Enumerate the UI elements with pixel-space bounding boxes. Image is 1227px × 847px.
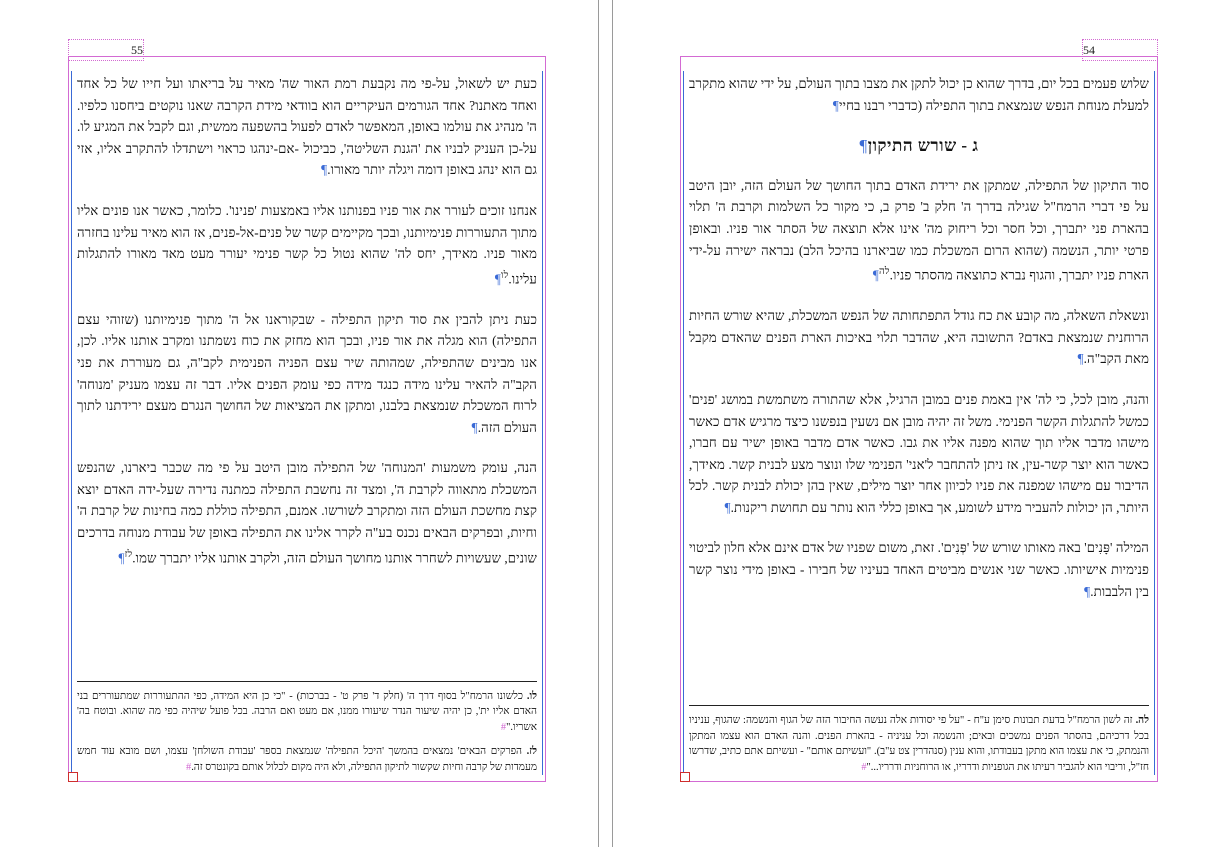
paragraph [689,305,1149,370]
section-heading-text: ג - שורש התיקון [867,136,979,156]
footnote-number: לו. [526,690,537,702]
pilcrow-mark: ¶ [471,419,478,435]
paragraph-text: אנחנו זוכים לעורר את אור פניו בפנותנו אליו באמצעות 'פנינו'. כלומר, כאשר אנו פונים אליו מתוך התעוררות פנימיותנו, ובכך מקיימים קשר של פנים-אל-פנים, אז הוא מאיר עלינו בחזרה מאור פניו. מאידך, יחס לה' שהוא נטול כל קשר פנימי יעורר מעט מאד מאורו להתגלות עלינו. [77,202,537,287]
folio-number: 55 [131,42,143,57]
paragraph-text: ונשאלת השאלה, מה קובע את כח גודל התפתחותה של הנפש המשכלת, שהיא שורש החיות הרוחנית שנמצאת באדם? התשובה היא, שהדבר תלוי באיכות הארת הפנים שהאדם מקבל מאת הקב"ה. [689,308,1149,367]
page-54 [680,0,1158,847]
text-frame-55[interactable] [68,56,546,782]
pilcrow-mark: ¶ [872,267,879,283]
footnote-text: הפרקים הבאים' נמצאים בהמשך 'היכל התפילה' שנמצאת בספר 'עבודת השולחן' עצמו, ושם מובא עוד חמש מעמדות של קרבה וחיות שקשור לתיקון התפילה, ולא היה מקום לכלול אותם בקונטרס זה. [77,746,537,773]
paragraph [77,309,537,439]
pilcrow-mark: ¶ [859,136,868,156]
footnote-end-mark: # [500,721,507,733]
footnote-text: כלשונו הרמח"ל בסוף דרך ה' (חלק ד' פרק ט' - בברכות) - "כי כן היא המידה, כפי ההתעוררות שמתעוררים בני האדם אליו ית', כן יהיה שיעור הנדר שיעורו ממנו, אם מעט ואם הרבה. בכל פועל שיהיה כפי מה שהוא. ובוטח בה' אשריו." [77,690,537,733]
body-column-54 [689,73,1149,781]
body-column-55 [77,73,537,781]
paragraph-text: והנה, מובן לכל, כי לה' אין באמת פנים במובן הרגיל, אלא שהתורה משתמשת במושג 'פנים' כמשל להתגלות הקשר הפנימי. משל זה יהיה מובן אם נשעין בנפשנו כיצד מרגיש אדם כאשר מישהו מדבר אליו תוך שהוא מפנה אליו את גבו. כאשר אדם מדבר באופן ישיר עם חברו, כאשר הוא יוצר קשר-עין, אז ניתן להתחבר ל'אני' הפנימי שלו ונוצר מצע לבנית קשר. מאידך, הדיבור עם מישהו שמפנה את פניו לכיוון אחר יוצר מילים, שאין בהן יכולת לבנית קשר. לכל היותר, הן יכולות להעביר מידע לשומע, אך באופן כללי הוא נותר עם תחושת ריקנות. [689,391,1149,515]
footnote-reference[interactable]: לו [500,269,509,281]
pilcrow-mark: ¶ [321,162,328,178]
paragraph [77,200,537,290]
overset-text-indicator[interactable] [68,772,78,782]
footnote-number: לז. [526,746,537,758]
paragraph [77,73,537,181]
paragraph-text: כעת ניתן להבין את סוד תיקון התפילה - שבקוראנו אל ה' מתוך פנימיותנו (שזוהי עצם התפילה) הוא מגלה את אור פניו, ובכך הוא מחזק את כוח נשמתנו ומקרב אותנו אליו. לכן, אנו מבינים שהתפילה, שמהותה שיר עצם הפניה הפנימית לקב"ה, גם מעוררת את פני הקב"ה להאיר עלינו מידה כנגד מידה כפי עומק הפנים אליו. דבר זה עצמו מעניק 'מנוחה' לרוח המשכלת שנמצאת בלבנו, ומתקן את המציאות של החושך הנגרם מעצם ירידתנו לתוך העולם הזה. [77,311,537,435]
footnote-end-mark: # [861,761,867,773]
paragraph-text: כעת יש לשאול, על-פי מה נקבעת רמת האור שה' מאיר על בריאתו ועל חייו של כל אחד ואחד מאתנו? אחד הגורמים העיקריים הוא בוודאי מידת הקרבה שאנו נוקטים ביחסנו כלפיו. ה' מנהיג את עולמו באופן, המאפשר לאדם לפעול בהשפעה ממשית, וגם לקבל את המגיע לו. על-כן העניק לבניו את 'הגנת השליטה', כביכול -אם-ינהגו כראוי וישתדלו להתקרב אליו, אזי גם הוא ינהג באופן דומה ויגלה יותר מאורו. [77,76,537,178]
footnote [77,744,537,775]
pilcrow-mark: ¶ [494,271,501,287]
footnote-area-55 [77,681,537,775]
footnote-text: זה לשון הרמח"ל בדעת תבונות סימן ע"ח - "על פי יסודות אלה נעשה החיבור הזה של הגוף והנשמה: שהגוף, עניניו בכל דרכיהם, בהסתר הפנים נמשכים ובאים; והנשמה וכל עניניה - בהארת הפנים. והנה האדם הוא עצמו המתקן והנמתק, כי את עצמו הוא מתקן בעבודתו, והוא ענין (סנהדרין צט ע"ב). "ועשיתם אותם" - ועשיתם אתם כתיב, שדרשו חז"ל, וריבוי הוא להגביר רעיתו את הגופניות ודרריו, או הרוחניות ודרריו..." [689,715,1149,773]
paragraph [77,457,537,568]
paragraph [689,537,1149,602]
paragraph [689,73,1149,116]
pilcrow-mark: ¶ [1084,583,1091,599]
pilcrow-mark: ¶ [118,550,125,566]
paragraph [689,175,1149,286]
footnote-reference[interactable]: לה [878,266,890,278]
paragraph [689,389,1149,519]
folio-number: 54 [1083,42,1095,57]
footnote [689,713,1149,775]
footnote-rule [77,681,537,682]
footnote-rule [689,705,1149,706]
footnote-end-mark: # [186,761,192,773]
overset-text-indicator[interactable] [680,772,690,782]
footnote-area-54 [689,705,1149,775]
pilcrow-mark: ¶ [1077,351,1084,367]
pilcrow-mark: ¶ [832,97,839,113]
section-heading [689,135,1149,157]
paragraph-text: המילה 'פָּנִים' באה מאותו שורש של 'פְּנִים'. זאת, משום שפניו של אדם אינם אלא חלון לביטוי פנימיות אישיותו. כאשר שני אנשים מביטים האחד בעיניו של חבירו - באופן מידי נוצר קשר בין הלבבות. [689,540,1149,599]
page-55 [68,0,546,847]
paragraph-text: סוד התיקון של התפילה, שמתקן את ירידת האדם בתוך החושך של העולם הזה, יובן היטב על פי דברי הרמח"ל שגילה בדרך ה' חלק ב' פרק ב, כי מקור כל השלמות וקרבת ה' תלוי בהארת פני יתברך, וכל חסר וכל ריחוק מה' אינו אלא תוצאה של הסתר אור פניו. ובאופן פרטי יותר, הנשמה (שהוא הרום המשכלת כמו שביארנו בהיכל הלב) נבראה ישירה על-ידי הארת פניו יתברך, והגוף נברא כתוצאה מהסתר פניו. [689,177,1149,283]
footnote [77,689,537,735]
footnote-reference[interactable]: לז [124,548,133,560]
text-frame-54[interactable] [680,56,1158,782]
paragraph-text: הנה, עומק משמעות 'המנוחה' של התפילה מובן היטב על פי מה שכבר ביארנו, שהנפש המשכלת מתאווה לקרבת ה', ומצד זה נחשבת התפילה כמתנה נדירה שעל-ידה האדם יוצא קצת מחשכת העולם הזה ומתקרב לשורשו. אמנם, התפילה כוללת כמה בחינות של קרבת ה' וחיות, ובפרקים הבאים נכנס בע"ה לקרר אלינו את התפילה באופן של עבודת מנוחה בדרכים שונים, שעשויות לשחרר אותנו מחושך העולם הזה, ולקרב אותנו אליו יתברך שמו. [77,460,537,566]
footnote-number: לה. [1135,715,1149,727]
paragraph-text: שלוש פעמים בכל יום, בדרך שהוא כן יכול לתקן את מצבו בתוך העולם, על ידי שהוא מתקרב למעלת מנוחת הנפש שנמצאת בתוך התפילה (כדברי רבנו בחיי [689,76,1149,113]
pilcrow-mark: ¶ [724,499,731,515]
